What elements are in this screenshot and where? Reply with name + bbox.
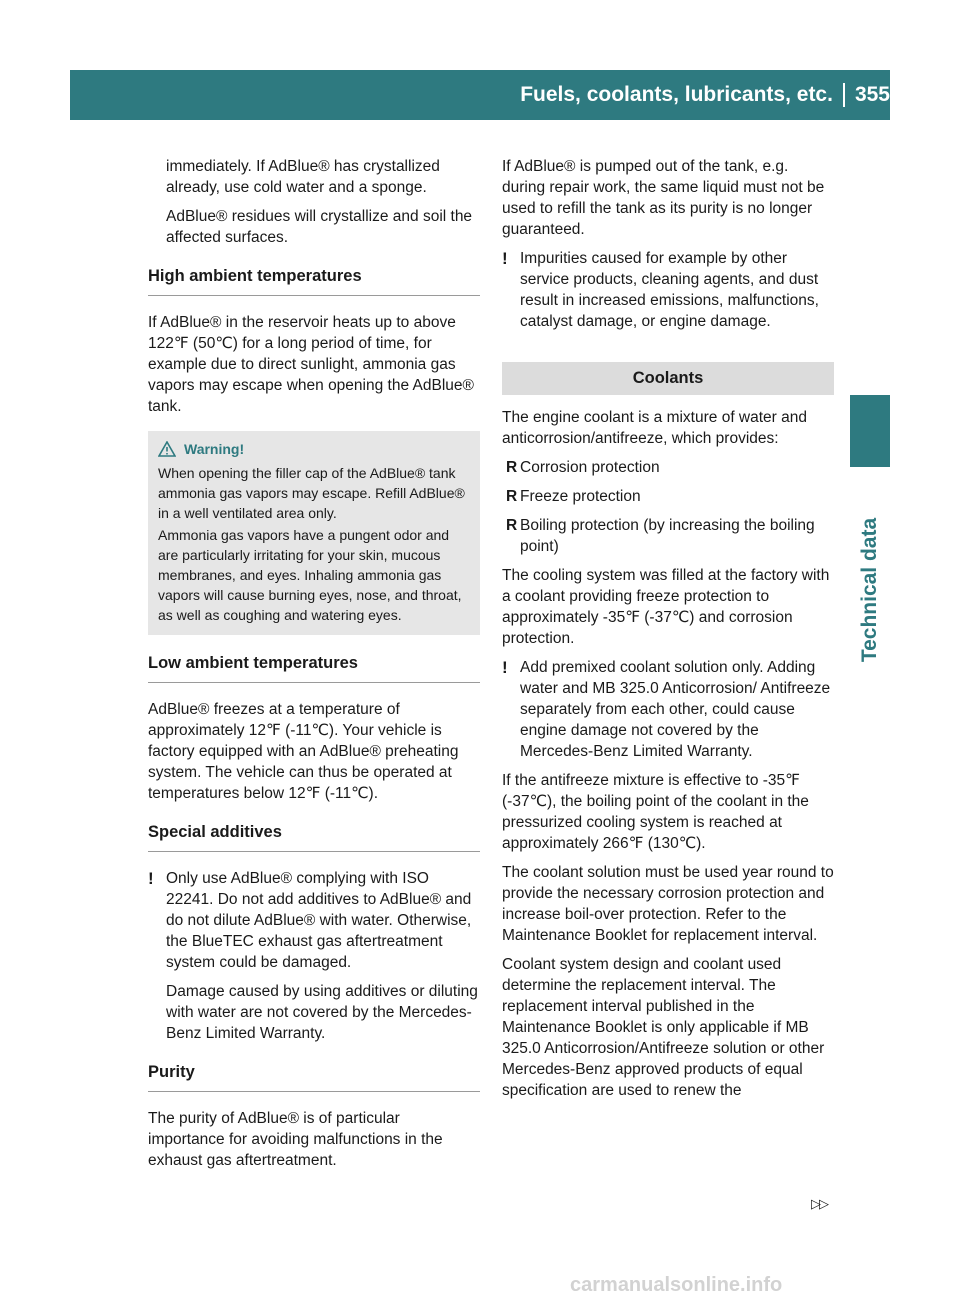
side-tab-label: Technical data bbox=[858, 517, 881, 663]
paragraph: If AdBlue® is pumped out of the tank, e.g. during repair work, the same liquid must not be used to refill the tank as its purity is no longer guaranteed. bbox=[502, 158, 825, 238]
note-block bbox=[502, 248, 834, 332]
bullet-list bbox=[502, 457, 834, 557]
list-item-text: Boiling protection (by increasing the boiling point) bbox=[520, 517, 815, 555]
warning-text: When opening the filler cap of the AdBlue® tank ammonia gas vapors may escape. Refill AdBlue® in a well ventilated area only. bbox=[158, 465, 465, 521]
note-block bbox=[148, 868, 480, 1044]
page-header bbox=[520, 78, 890, 112]
right-column bbox=[502, 156, 834, 1109]
warning-text: Ammonia gas vapors have a pungent odor and are particularly irritating for your skin, mucous membranes, and eyes. Inhaling ammonia gas vapors will cause burning eyes, nose, and throat, as well as coughing and watering eyes. bbox=[158, 527, 462, 623]
section-heading-coolants: Coolants bbox=[502, 362, 834, 395]
warning-header bbox=[158, 439, 472, 459]
watermark: carmanualsonline.info bbox=[570, 1274, 783, 1296]
bullet-icon: R bbox=[506, 517, 518, 534]
list-item-text: Corrosion protection bbox=[520, 459, 660, 476]
continue-arrows-icon: ▷▷ bbox=[811, 1196, 827, 1211]
list-item bbox=[502, 457, 834, 478]
note-text: Impurities caused for example by other service products, cleaning agents, and dust result in increased emissions, malfunctions, catalyst damage, or engine damage. bbox=[520, 250, 819, 330]
section-heading-high-temps: High ambient temperatures bbox=[148, 266, 480, 296]
bullet-icon: R bbox=[506, 488, 518, 505]
section-heading-special-additives: Special additives bbox=[148, 822, 480, 852]
section-heading-low-temps: Low ambient temperatures bbox=[148, 653, 480, 683]
note-text: Add premixed coolant solution only. Adding water and MB 325.0 Anticorrosion/ Antifreeze separately from each other, could cause engine damage not covered by the Mercedes-Benz Limited Warranty. bbox=[520, 659, 831, 760]
warning-triangle-icon bbox=[158, 441, 176, 457]
left-column bbox=[148, 156, 480, 1179]
paragraph: The coolant solution must be used year round to provide the necessary corrosion protection and increase boil-over protection. Refer to the Maintenance Booklet for replacement interval. bbox=[502, 864, 834, 944]
list-item bbox=[502, 486, 834, 507]
side-tab-label-box bbox=[850, 480, 890, 700]
paragraph: immediately. If AdBlue® has crystallized already, use cold water and a sponge. bbox=[166, 158, 440, 196]
warning-title: Warning! bbox=[184, 441, 245, 457]
paragraph: The cooling system was filled at the factory with a coolant providing freeze protection to approximately -35℉ (-37℃) and corrosion protection. bbox=[502, 567, 830, 647]
bullet-icon: R bbox=[506, 459, 518, 476]
list-item bbox=[502, 515, 834, 557]
section-heading-purity: Purity bbox=[148, 1062, 480, 1092]
side-tab bbox=[850, 395, 890, 467]
exclamation-icon: ! bbox=[502, 658, 508, 677]
note-text: Only use AdBlue® complying with ISO 22241. Do not add additives to AdBlue® and do not dilute AdBlue® with water. Otherwise, the BlueTEC exhaust gas aftertreatment system could be damaged. bbox=[166, 870, 472, 971]
page-number: 355 bbox=[843, 83, 890, 107]
paragraph: The purity of AdBlue® is of particular importance for avoiding malfunctions in the exhaust gas aftertreatment. bbox=[148, 1110, 443, 1169]
note-block bbox=[502, 657, 834, 762]
paragraph: If AdBlue® in the reservoir heats up to above 122℉ (50℃) for a long period of time, for example due to direct sunlight, ammonia gas vapors may escape when opening the AdBlue® tank. bbox=[148, 314, 474, 415]
chapter-title: Fuels, coolants, lubricants, etc. bbox=[520, 83, 833, 106]
paragraph: Coolant system design and coolant used determine the replacement interval. The replacement interval published in the Maintenance Booklet is only applicable if MB 325.0 Anticorrosion/Antifreeze solution or other Mercedes-Benz approved products of equal specification are used to renew the bbox=[502, 956, 825, 1099]
paragraph: If the antifreeze mixture is effective to -35℉ (-37℃), the boiling point of the coolant in the pressurized cooling system is reached at approximately 266℉ (130℃). bbox=[502, 772, 809, 852]
list-item-text: Freeze protection bbox=[520, 488, 641, 505]
exclamation-icon: ! bbox=[148, 869, 154, 888]
paragraph: The engine coolant is a mixture of water and anticorrosion/antifreeze, which provides: bbox=[502, 409, 808, 447]
paragraph: AdBlue® freezes at a temperature of approximately 12℉ (-11℃). Your vehicle is factory equipped with an AdBlue® preheating system. The vehicle can thus be operated at temperatures below 12℉ (-11℃). bbox=[148, 701, 459, 802]
exclamation-icon: ! bbox=[502, 249, 508, 268]
paragraph: AdBlue® residues will crystallize and soil the affected surfaces. bbox=[166, 208, 473, 246]
note-text: Damage caused by using additives or diluting with water are not covered by the Mercedes-Benz Limited Warranty. bbox=[166, 983, 478, 1042]
warning-box bbox=[148, 431, 480, 635]
